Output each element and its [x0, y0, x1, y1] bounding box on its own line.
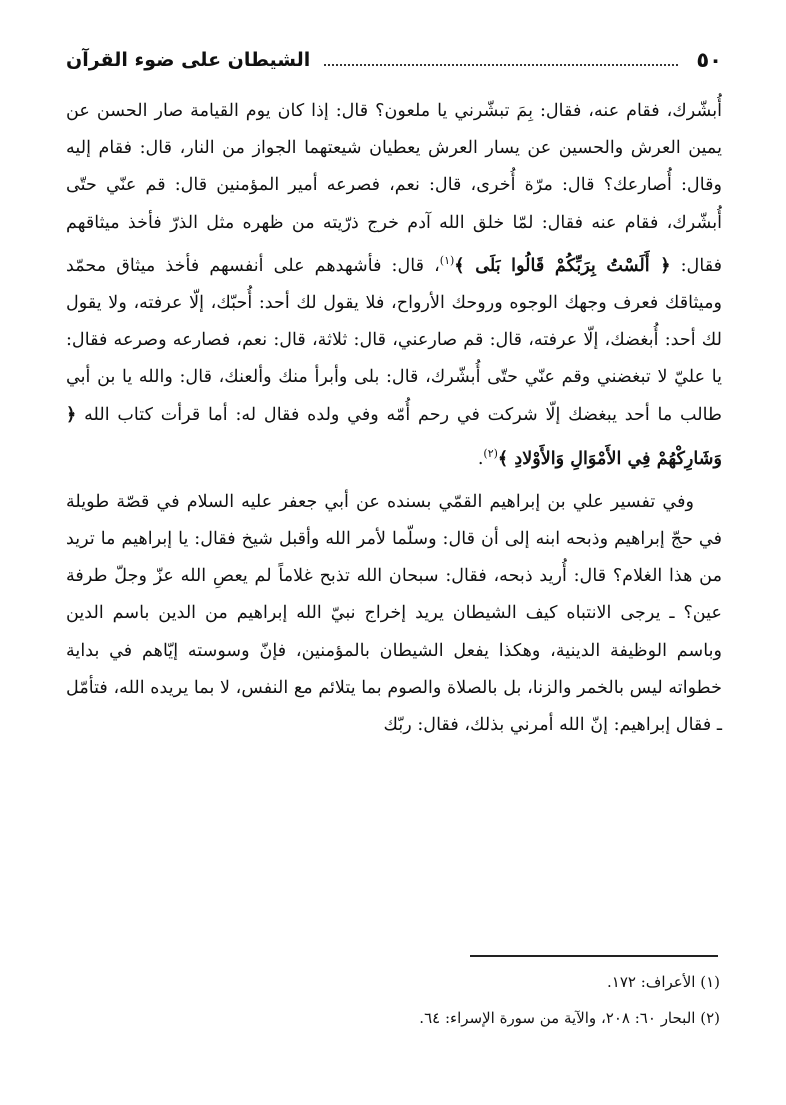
- paragraph-1-end: .: [477, 448, 484, 469]
- page-number: ٥٠: [696, 48, 722, 72]
- footnote-1: (١) الأعراف: ١٧٢.: [607, 973, 720, 991]
- running-header: [66, 40, 722, 80]
- paragraph-1: [66, 93, 722, 478]
- quran-verse-1: ﴿ أَلَسْتُ بِرَبِّكُمْ قَالُوا بَلَى ﴾: [454, 254, 671, 276]
- quran-verse-2: ﴿ وَشَارِكْهُمْ فِي الأَمْوَالِ وَالأَوْلادِ ﴾: [66, 404, 722, 469]
- book-title: الشيطان على ضوء القرآن: [66, 49, 311, 71]
- footnote-2: (٢) البحار ٦٠: ٢٠٨، والآية من سورة الإسراء: ٦٤.: [419, 1009, 720, 1027]
- footnote-ref-1: (١): [439, 253, 455, 267]
- main-text: [66, 93, 722, 744]
- paragraph-2: وفي تفسير علي بن إبراهيم القمّي بسنده عن أبي جعفر عليه السلام في قصّة طويلة في حجّ إبراهيم وذبحه ابنه إلى أن قال: وسلّما لأمر الله وأقبل شيخ فقال: يا إبراهيم ما تريد من هذا الغلام؟ قال: أُريد ذبحه، فقال: سبحان الله تذبح غلاماً لم يعصِ الله عزّ وجلّ طرفة عين؟ ـ يرجى الانتباه كيف الشيطان يريد إخراج نبيّ الله إبراهيم من الدين باسم الدين وباسم الوظيفة الدينية، وهكذا يفعل الشيطان بالمؤمنين، فإنّ وسوسته إيّاهم في بداية خطواته ليس بالخمر والزنا، بل بالصلاة والصوم بما يتلائم مع النفس، لا بما يريده الله، فتأمّل ـ فقال إبراهيم: إنّ الله أمرني بذلك، فقال: ربّك: [66, 491, 722, 735]
- footnotes: [66, 964, 720, 1036]
- footnote-ref-2: (٢): [483, 446, 498, 460]
- footnote-divider: [470, 955, 718, 957]
- header-dot-leader: [324, 64, 678, 66]
- paragraph-1-text-a: أُبشّرك، فقام عنه، فقال: بِمَ تبشّرني يا ملعون؟ قال: إذا كان يوم القيامة صار الحسن عن يمين العرش والحسين عن يسار العرش يعطيان شيعتهما الجواز من النار، قال: فقام إليه وقال: أُصارعك؟ قال: مرّة أُخرى، قال: نعم، فصرعه أمير المؤمنين قال: قم عنّي حتّى أُبشّرك، فقام عنه فقال: لمّا خلق الله آدم خرج ذرّيته من ظهره مثل الذرّ فأخذ ميثاقهم فقال:: [66, 101, 723, 276]
- paragraph-1-text-b: ، قال: فأشهدهم على أنفسهم فأخذ ميثاق محمّد وميثاقك فعرف وجهك الوجوه وروحك الأرواح، فلا يقول لك أحد: أُحبّك، إلّا عرفته، ولا يقول لك أحد: أُبغضك، إلّا عرفته، قال: قم صارعني، قال: ثلاثة، قال: نعم، فصارعه وصرعه فقال: يا عليّ لا تبغضني وقم عنّي حتّى أُبشّرك، قال: بلى وأبرأ منك وألعنك، قال: والله يا بن أبي طالب ما أحد يبغضك إلّا شركت في رحم أُمّه وفي ولده فقال له: أما قرأت كتاب الله: [66, 255, 722, 426]
